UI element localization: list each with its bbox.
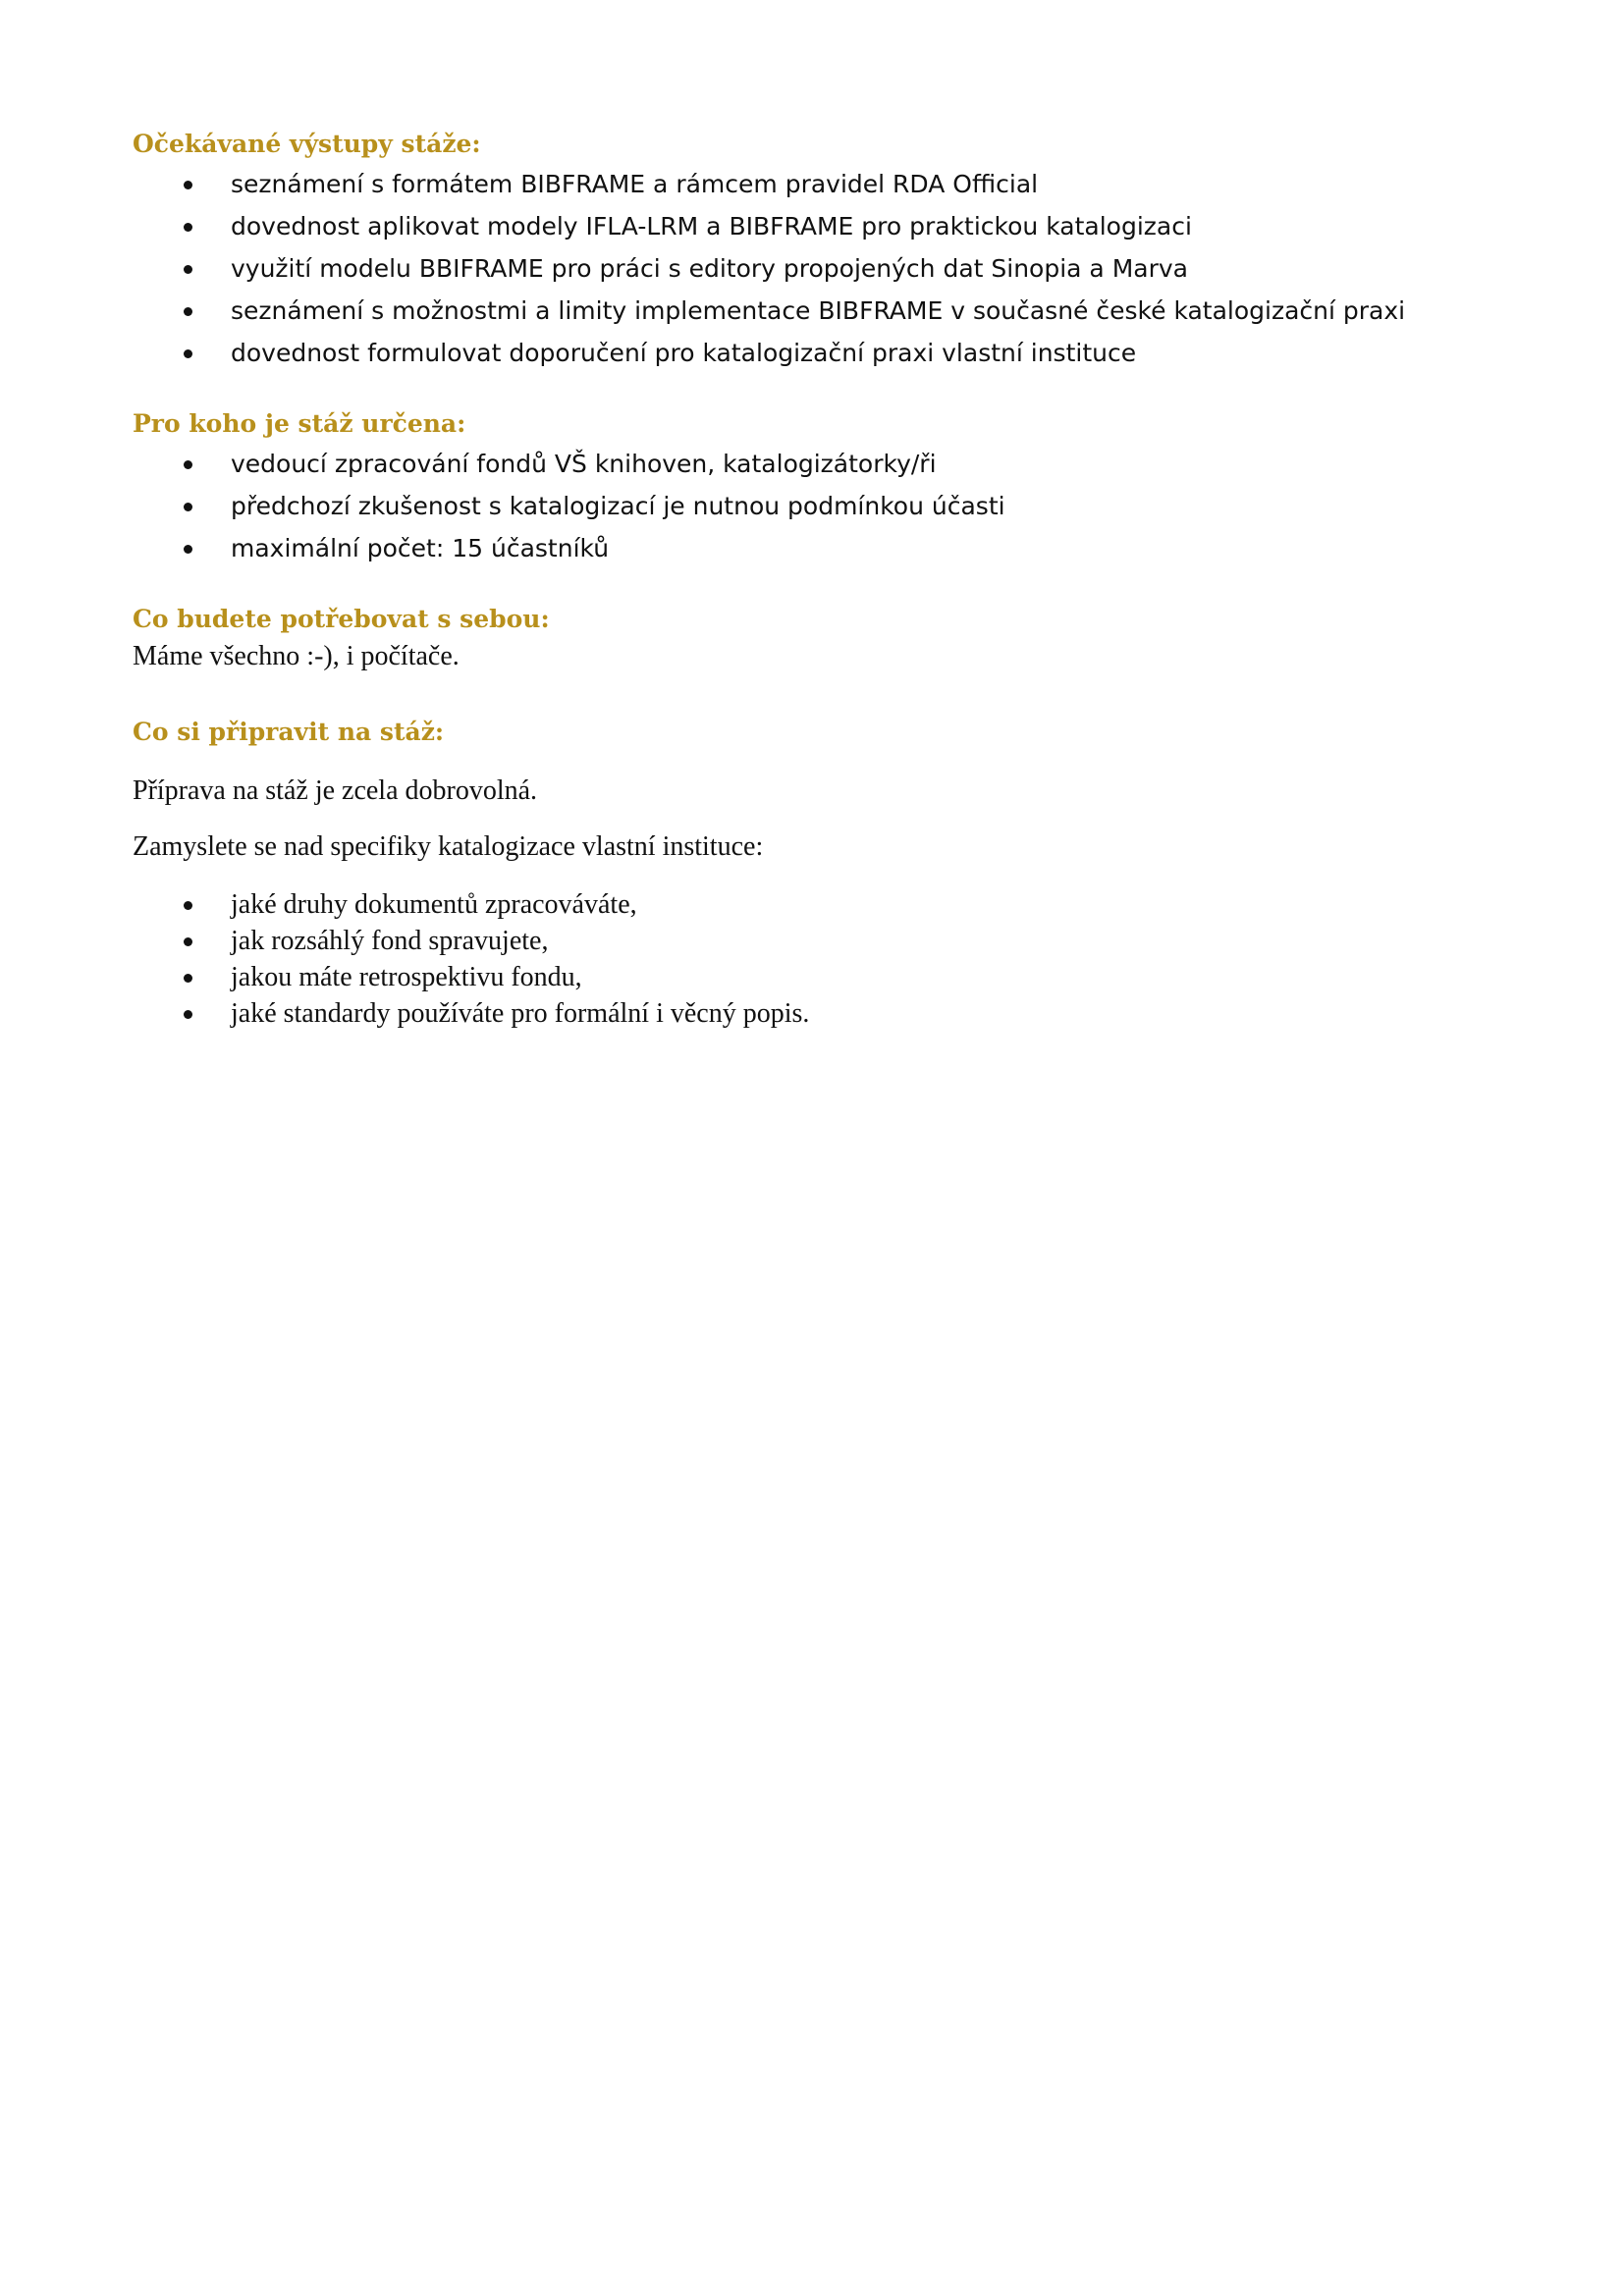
- bullet-icon: [184, 503, 192, 511]
- list-item: seznámení s možnostmi a limity implementace BIBFRAME v současné české katalogizační praxi: [133, 290, 1507, 332]
- bullet-icon: [184, 349, 192, 358]
- target-audience-list: [133, 443, 1507, 569]
- preparation-list: [133, 886, 1507, 1032]
- list-item: vedoucí zpracování fondů VŠ knihoven, katalogizátorky/ři: [133, 443, 1507, 485]
- section-heading-preparation: Co si připravit na stáž:: [133, 718, 445, 746]
- preparation-paragraph-1: Příprava na stáž je zcela dobrovolná.: [133, 775, 538, 806]
- bullet-icon: [184, 265, 192, 274]
- section-heading-what-to-bring: Co budete potřebovat s sebou:: [133, 605, 550, 633]
- bullet-icon: [184, 937, 192, 946]
- bullet-icon: [184, 545, 192, 554]
- section-heading-expected-outputs: Očekávané výstupy stáže:: [133, 130, 481, 158]
- bullet-icon: [184, 974, 192, 983]
- list-item: maximální počet: 15 účastníků: [133, 527, 1507, 569]
- list-item: jak rozsáhlý fond spravujete,: [133, 923, 1507, 959]
- preparation-paragraph-2: Zamyslete se nad specifiky katalogizace vlastní instituce:: [133, 831, 764, 862]
- bullet-icon: [184, 181, 192, 189]
- list-item: využití modelu BBIFRAME pro práci s editory propojených dat Sinopia a Marva: [133, 247, 1507, 290]
- bullet-icon: [184, 460, 192, 469]
- list-item: předchozí zkušenost s katalogizací je nutnou podmínkou účasti: [133, 485, 1507, 527]
- bullet-icon: [184, 307, 192, 316]
- list-item: dovednost aplikovat modely IFLA-LRM a BIBFRAME pro praktickou katalogizaci: [133, 205, 1507, 247]
- list-item: dovednost formulovat doporučení pro katalogizační praxi vlastní instituce: [133, 332, 1507, 374]
- bullet-icon: [184, 901, 192, 910]
- expected-outputs-list: [133, 163, 1507, 374]
- list-item: jaké druhy dokumentů zpracováváte,: [133, 886, 1507, 923]
- what-to-bring-text: Máme všechno :-), i počítače.: [133, 641, 460, 671]
- page-content: [133, 126, 1507, 1032]
- list-item: jakou máte retrospektivu fondu,: [133, 959, 1507, 995]
- list-item: seznámení s formátem BIBFRAME a rámcem pravidel RDA Official: [133, 163, 1507, 205]
- bullet-icon: [184, 223, 192, 232]
- bullet-icon: [184, 1010, 192, 1019]
- section-heading-target-audience: Pro koho je stáž určena:: [133, 409, 466, 438]
- list-item: jaké standardy používáte pro formální i věcný popis.: [133, 995, 1507, 1032]
